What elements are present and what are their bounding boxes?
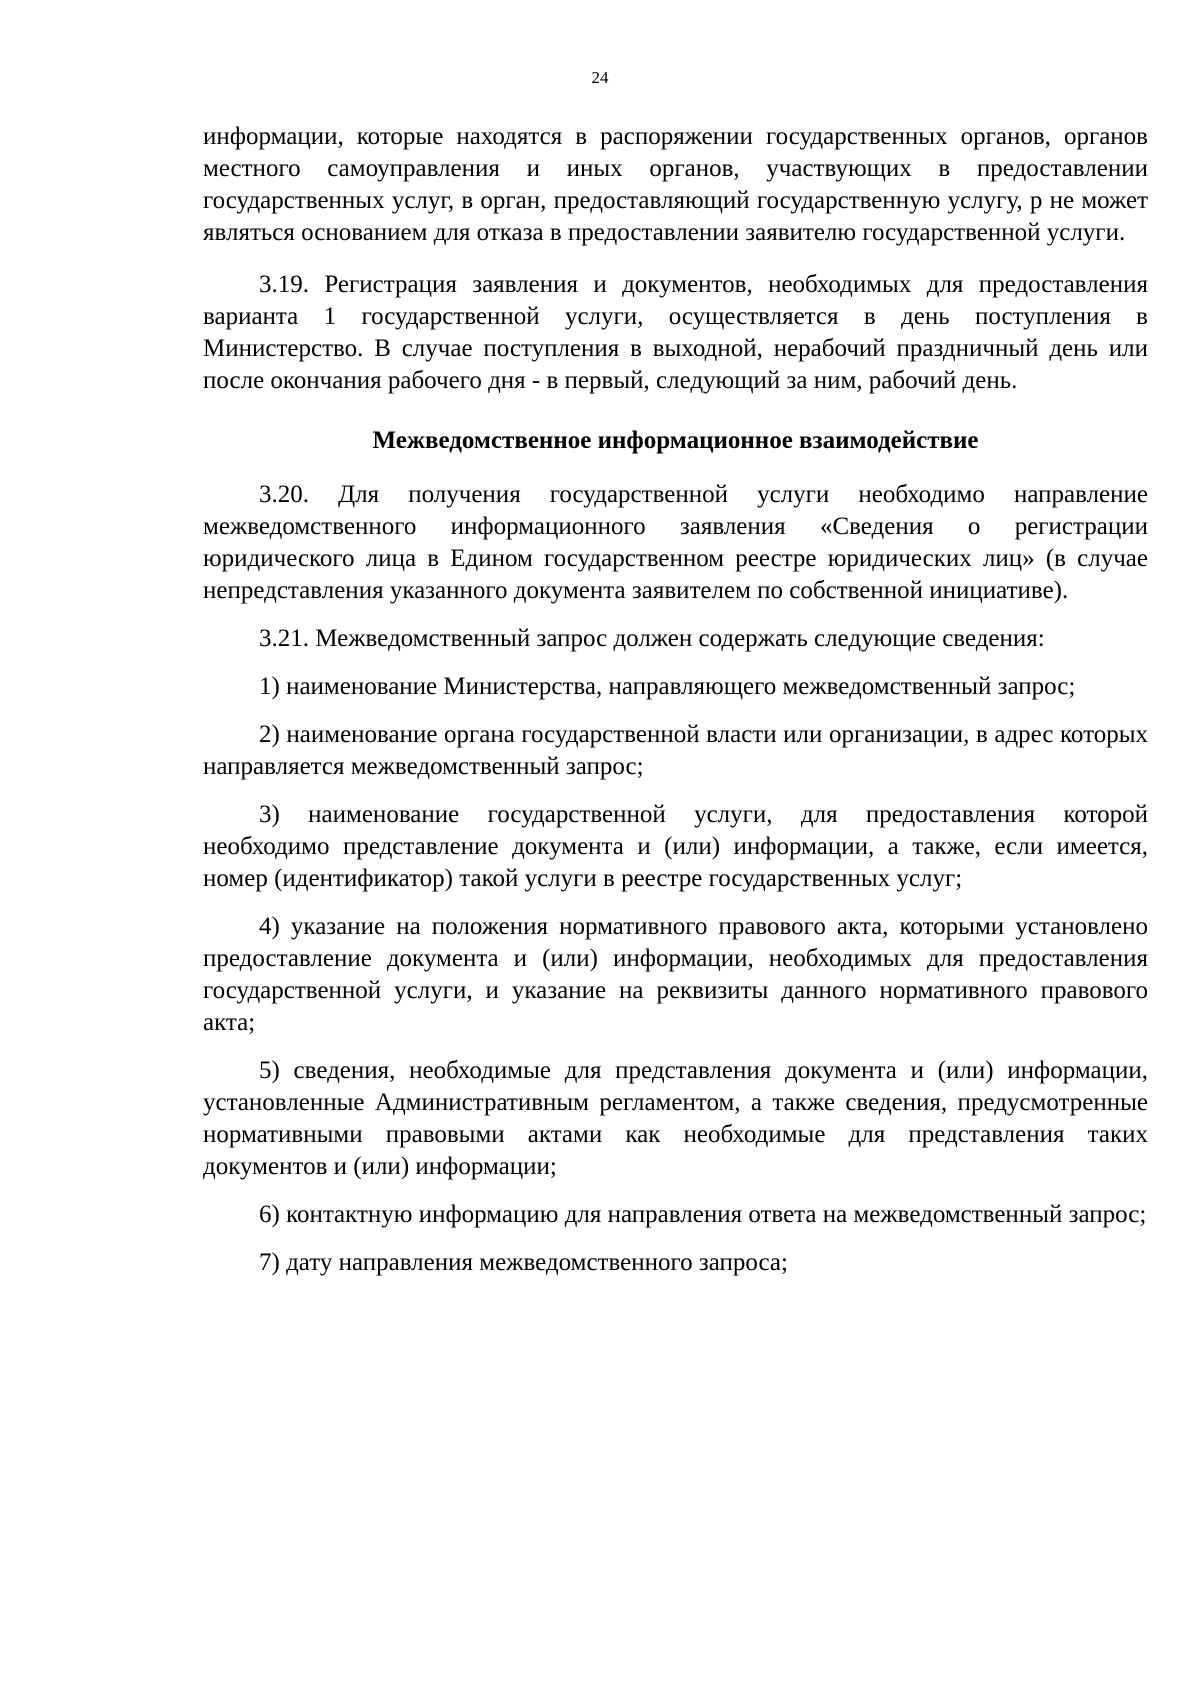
paragraph-3-21: 3.21. Межведомственный запрос должен содержать следующие сведения: <box>259 625 1045 652</box>
section-heading: Межведомственное информационное взаимодействие <box>372 427 979 454</box>
paragraph-3-19: 3.19. Регистрация заявления и документов, необходимых для предоставления варианта 1 государственной услуги, осуществляется в день поступления в Министерство. В случае поступления в выходной, нерабочий праздничный день или после окончания рабочего дня - в первый, следующий за ним, рабочий день. <box>203 271 1148 394</box>
list-item-4: 4) указание на положения нормативного правового акта, которыми установлено предоставление документа и (или) информации, необходимых для предоставления государственной услуги, и указание на реквизиты данного нормативного правового акта; <box>203 913 1148 1036</box>
list-item-5: 5) сведения, необходимые для представления документа и (или) информации, установленные Административным регламентом, а также сведения, предусмотренные нормативными правовыми актами как необходимые для представления таких документов и (или) информации; <box>203 1057 1148 1180</box>
document-body <box>203 121 1148 1279</box>
paragraph-continuation: информации, которые находятся в распоряжении государственных органов, органов местного самоуправления и иных органов, участвующих в предоставлении государственных услуг, в орган, предоставляющий государственную услугу, р не может являться основанием для отказа в предоставлении заявителю государственной услуги. <box>203 123 1148 246</box>
paragraph-3-20: 3.20. Для получения государственной услуги необходимо направление межведомственного информационного заявления «Сведения о регистрации юридического лица в Едином государственном реестре юридических лиц» (в случае непредставления указанного документа заявителем по собственной инициативе). <box>203 481 1148 604</box>
page-number: 24 <box>591 68 609 87</box>
list-item-6: 6) контактную информацию для направления ответа на межведомственный запрос; <box>259 1201 1147 1228</box>
list-item-1: 1) наименование Министерства, направляющего межведомственный запрос; <box>259 673 1076 700</box>
list-item-7: 7) дату направления межведомственного запроса; <box>259 1249 788 1276</box>
list-item-2: 2) наименование органа государственной власти или организации, в адрес которых направляется межведомственный запрос; <box>203 721 1148 780</box>
list-item-3: 3) наименование государственной услуги, для предоставления которой необходимо представление документа и (или) информации, а также, если имеется, номер (идентификатор) такой услуги в реестре государственных услуг; <box>203 801 1148 892</box>
